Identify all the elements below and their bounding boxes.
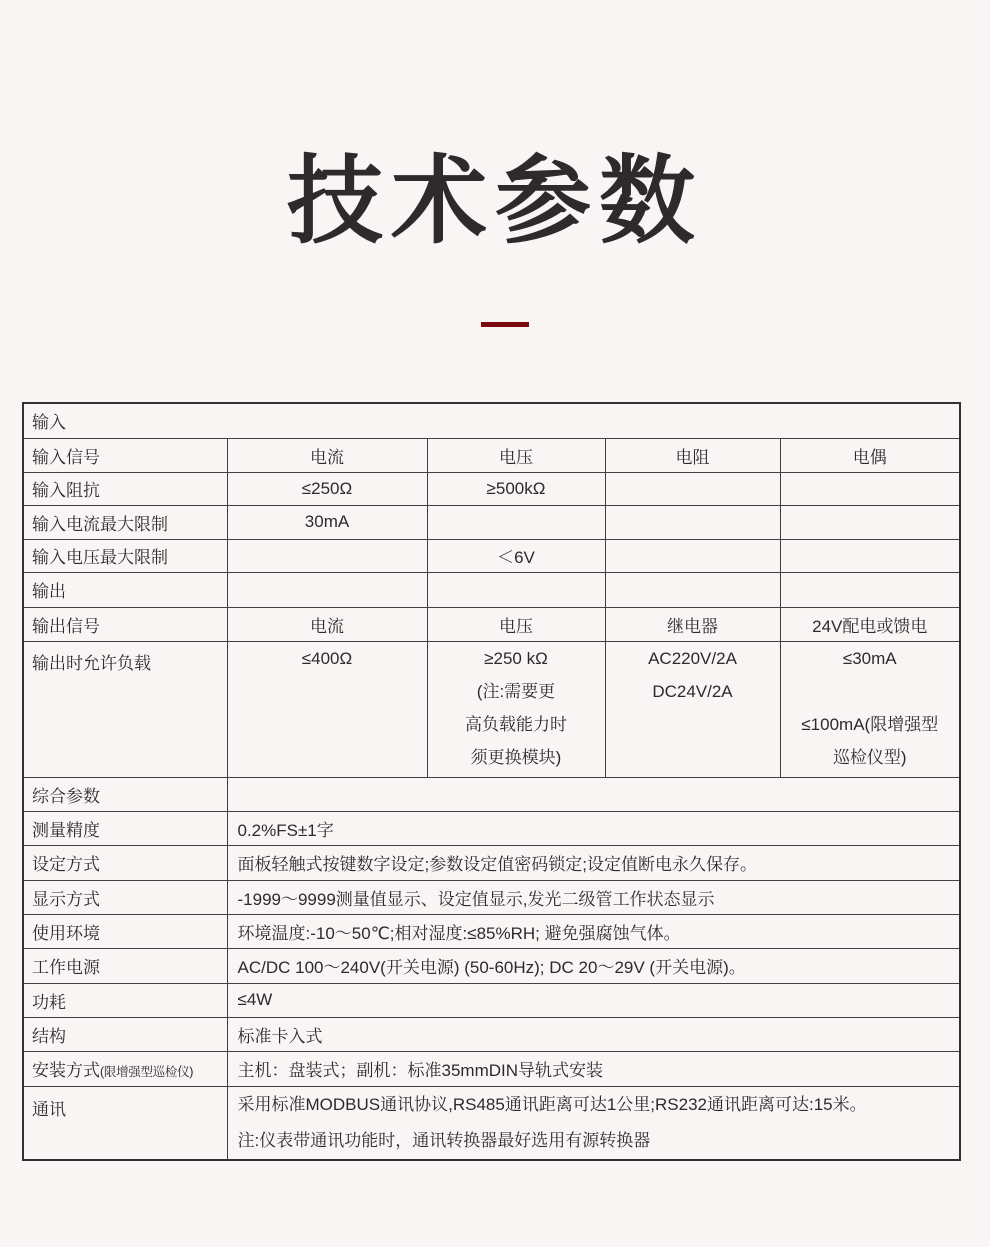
input-max-voltage-resistance <box>605 539 780 572</box>
input-signal-voltage: 电压 <box>427 438 605 472</box>
general-section-value <box>227 777 960 811</box>
spec-table <box>22 402 961 1161</box>
row-structure <box>23 1017 960 1051</box>
output-signal-label: 输出信号 <box>23 607 227 641</box>
power-consumption-value: ≤4W <box>227 983 960 1017</box>
input-max-voltage-thermocouple <box>780 539 960 572</box>
input-signal-label: 输入信号 <box>23 438 227 472</box>
output-section-cell-4 <box>605 572 780 607</box>
row-setting-method <box>23 845 960 880</box>
output-load-voltage <box>427 641 605 777</box>
input-signal-resistance: 电阻 <box>605 438 780 472</box>
row-accuracy <box>23 811 960 845</box>
structure-label: 结构 <box>23 1017 227 1051</box>
installation-label-main: 安装方式 <box>32 1061 100 1080</box>
input-max-voltage-value: ＜6V <box>427 539 605 572</box>
input-impedance-thermocouple <box>780 472 960 505</box>
input-max-current-label: 输入电流最大限制 <box>23 505 227 539</box>
output-signal-voltage: 电压 <box>427 607 605 641</box>
row-input-impedance <box>23 472 960 505</box>
row-general-section <box>23 777 960 811</box>
output-load-power <box>780 641 960 777</box>
display-method-label: 显示方式 <box>23 880 227 914</box>
accuracy-label: 测量精度 <box>23 811 227 845</box>
communication-line-1: 采用标准MODBUS通讯协议,RS485通讯距离可达1公里;RS232通讯距离可达:15米。 <box>237 1094 867 1114</box>
accuracy-value: 0.2%FS±1字 <box>227 811 960 845</box>
output-load-power-line-3: ≤100mA(限增强型 <box>801 714 939 734</box>
input-max-voltage-current <box>227 539 427 572</box>
output-load-power-line-2 <box>783 675 958 708</box>
output-load-relay-line-1: AC220V/2A <box>648 648 737 668</box>
output-section-cell-2 <box>227 572 427 607</box>
input-impedance-label: 输入阻抗 <box>23 472 227 505</box>
power-supply-value: AC/DC 100～240V(开关电源) (50-60Hz); DC 20～29V (开关电源)。 <box>227 948 960 983</box>
row-power-supply <box>23 948 960 983</box>
input-signal-current: 电流 <box>227 438 427 472</box>
installation-label <box>23 1051 227 1086</box>
setting-method-value: 面板轻触式按键数字设定;参数设定值密码锁定;设定值断电永久保存。 <box>227 845 960 880</box>
input-signal-thermocouple: 电偶 <box>780 438 960 472</box>
communication-label: 通讯 <box>23 1086 227 1160</box>
output-load-current-text: ≤400Ω <box>301 648 353 668</box>
input-max-current-thermocouple <box>780 505 960 539</box>
output-section-cell-5 <box>780 572 960 607</box>
row-display-method <box>23 880 960 914</box>
input-impedance-resistance <box>605 472 780 505</box>
page-title: 技术参数 <box>287 148 703 255</box>
row-output-section <box>23 572 960 607</box>
environment-value: 环境温度:-10～50℃;相对湿度:≤85%RH; 避免强腐蚀气体。 <box>227 914 960 948</box>
title-underline-accent <box>481 322 529 327</box>
row-power-consumption <box>23 983 960 1017</box>
communication-value <box>227 1086 960 1160</box>
input-max-current-voltage <box>427 505 605 539</box>
output-load-relay <box>605 641 780 777</box>
row-installation <box>23 1051 960 1086</box>
general-section-label: 综合参数 <box>23 777 227 811</box>
installation-label-note: (限增强型巡检仪) <box>100 1065 194 1079</box>
row-communication <box>23 1086 960 1160</box>
row-input-max-voltage <box>23 539 960 572</box>
row-input-max-current <box>23 505 960 539</box>
environment-label: 使用环境 <box>23 914 227 948</box>
input-impedance-current: ≤250Ω <box>227 472 427 505</box>
display-method-value: -1999～9999测量值显示、设定值显示,发光二级管工作状态显示 <box>227 880 960 914</box>
output-load-relay-line-2: DC24V/2A <box>652 681 733 701</box>
input-max-current-resistance <box>605 505 780 539</box>
row-output-signal <box>23 607 960 641</box>
row-output-load <box>23 641 960 777</box>
row-environment <box>23 914 960 948</box>
output-signal-current: 电流 <box>227 607 427 641</box>
row-input-section <box>23 403 960 438</box>
output-signal-power: 24V配电或馈电 <box>780 607 960 641</box>
output-signal-relay: 继电器 <box>605 607 780 641</box>
output-load-voltage-line-2: (注:需要更 <box>476 681 556 701</box>
output-section-cell-3 <box>427 572 605 607</box>
output-load-voltage-line-3: 高负载能力时 <box>465 714 567 734</box>
output-load-power-line-1: ≤30mA <box>842 648 897 668</box>
output-load-power-line-4: 巡检仪型) <box>832 747 907 767</box>
input-max-current-value: 30mA <box>227 505 427 539</box>
setting-method-label: 设定方式 <box>23 845 227 880</box>
row-input-signal <box>23 438 960 472</box>
output-load-label-text: 输出时允许负载 <box>32 653 151 673</box>
input-impedance-voltage: ≥500kΩ <box>427 472 605 505</box>
input-section-label: 输入 <box>23 403 960 438</box>
output-load-current <box>227 641 427 777</box>
input-max-voltage-label: 输入电压最大限制 <box>23 539 227 572</box>
output-section-label: 输出 <box>23 572 227 607</box>
output-load-voltage-line-1: ≥250 kΩ <box>484 648 548 668</box>
installation-value: 主机：盘装式；副机：标准35mmDIN导轨式安装 <box>227 1051 960 1086</box>
output-load-voltage-line-4: 须更换模块) <box>470 747 562 767</box>
power-supply-label: 工作电源 <box>23 948 227 983</box>
communication-line-2: 注:仪表带通讯功能时，通讯转换器最好选用有源转换器 <box>237 1130 651 1150</box>
structure-value: 标准卡入式 <box>227 1017 960 1051</box>
output-load-label <box>23 641 227 777</box>
power-consumption-label: 功耗 <box>23 983 227 1017</box>
